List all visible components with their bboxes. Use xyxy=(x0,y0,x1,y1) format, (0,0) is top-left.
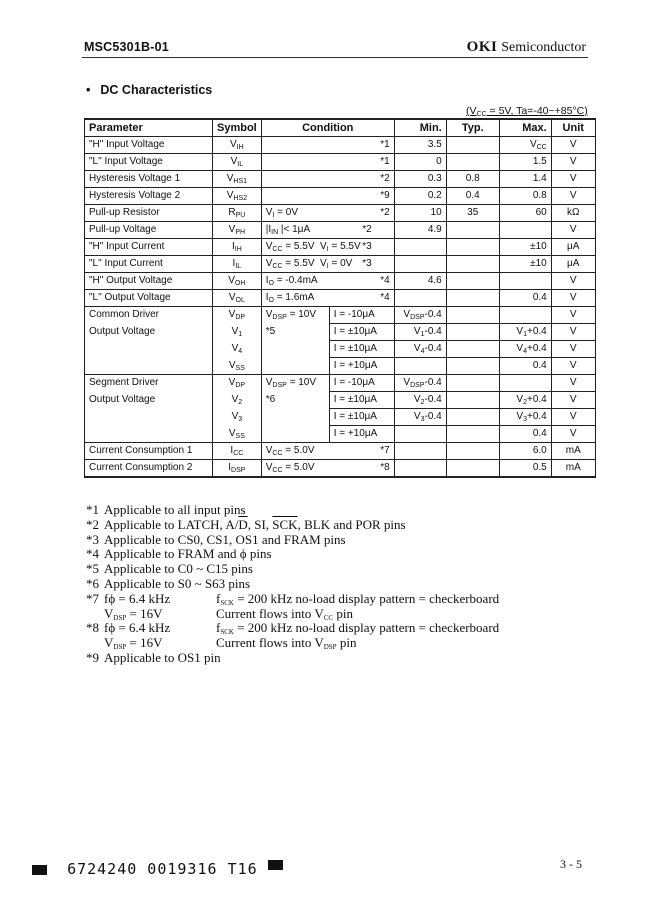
cell-symbol: $I_{CC}$ xyxy=(213,443,262,460)
table-row xyxy=(85,171,596,188)
table-row-segment-driver xyxy=(85,426,596,443)
cell-condition: *2 $V_I = 0V$ xyxy=(261,205,394,222)
cell-min: $V_1-0.4$ xyxy=(394,324,446,341)
cell-unit: V xyxy=(551,426,595,443)
cell-note: *5 xyxy=(261,324,329,341)
cell-typ xyxy=(446,375,499,392)
cell-min: $V_2-0.4$ xyxy=(394,392,446,409)
cell-condition: *3 $V_{CC} = 5.5V$ $V_I = 5.5V$ xyxy=(261,239,394,256)
cell-condition: *7 $V_{CC} = 5.0V$ xyxy=(261,443,394,460)
cell-condition: *2 xyxy=(261,171,394,188)
col-symbol: Symbol xyxy=(213,119,262,137)
cell-typ xyxy=(446,426,499,443)
cell-symbol: $V_{PH}$ xyxy=(213,222,262,239)
barcode-text xyxy=(32,860,283,878)
cell-unit: V xyxy=(551,137,595,154)
cell-current: I = -10μA xyxy=(329,375,394,392)
table-row xyxy=(85,290,596,307)
cell-condition xyxy=(261,341,329,358)
cell-unit: V xyxy=(551,409,595,426)
cell-symbol: $V_1$ xyxy=(213,324,262,341)
block-mark-icon xyxy=(268,860,283,870)
footnote-text: Applicable to all input pins xyxy=(104,502,246,517)
cell-note: *4 xyxy=(380,292,390,303)
cell-current: I = ±10μA xyxy=(329,341,394,358)
cell-min: $V_3-0.4$ xyxy=(394,409,446,426)
cell-note: *2 xyxy=(380,207,390,218)
footnote-cont xyxy=(86,607,499,622)
cell-note: *3 xyxy=(362,258,372,269)
cell-parameter: Segment Driver xyxy=(85,375,213,392)
header-rule xyxy=(82,57,588,58)
footnote xyxy=(86,562,499,577)
table-row-common-driver xyxy=(85,324,596,341)
cell-parameter xyxy=(85,426,213,443)
footnote-text: Applicable to CS0, CS1, OS1 and FRAM pins xyxy=(104,531,346,547)
table-row xyxy=(85,239,596,256)
footnote-cont xyxy=(86,636,499,651)
table-row-common-driver xyxy=(85,307,596,324)
cell-symbol: $V_{HS2}$ xyxy=(213,188,262,205)
table-header-row xyxy=(85,119,596,137)
footnote-text: Applicable to FRAM and ϕ pins xyxy=(104,546,272,562)
cell-condition: *3 $V_{CC} = 5.5V$ $V_I = 0V$ xyxy=(261,256,394,273)
footnote-text: Applicable to LATCH, $A/\overline{D}$, SI, $\overline{SCK}$, BLK and POR pins xyxy=(104,516,406,532)
cell-typ xyxy=(446,324,499,341)
footnote xyxy=(86,533,499,548)
cell-typ xyxy=(446,307,499,324)
cell-typ: 35 xyxy=(446,205,499,222)
bullet-icon: • xyxy=(86,83,91,97)
cell-typ xyxy=(446,137,499,154)
cell-symbol: $V_{DP}$ xyxy=(213,375,262,392)
cell-parameter: Hysteresis Voltage 1 xyxy=(85,171,213,188)
table-row xyxy=(85,443,596,460)
cell-condition xyxy=(261,358,329,375)
cell-symbol: $V_{SS}$ xyxy=(213,358,262,375)
cell-typ xyxy=(446,290,499,307)
cell-condition: *4 $I_O = 1.6mA$ xyxy=(261,290,394,307)
cell-parameter: Hysteresis Voltage 2 xyxy=(85,188,213,205)
cell-symbol: $V_{DP}$ xyxy=(213,307,262,324)
cell-parameter xyxy=(85,358,213,375)
cell-unit: μA xyxy=(551,239,595,256)
conditions-note: ($V_{CC} = 5V$, Ta=-40~+85°C) xyxy=(466,105,588,118)
cell-typ xyxy=(446,460,499,478)
cell-unit: μA xyxy=(551,256,595,273)
footnote-cond: $V_{DSP} = 16V$ xyxy=(104,635,163,652)
dc-characteristics-table xyxy=(84,118,596,478)
cell-condition xyxy=(261,409,329,426)
table-row xyxy=(85,460,596,478)
cell-note: *6 xyxy=(261,392,329,409)
cell-max xyxy=(499,273,551,290)
cell-current: I = ±10μA xyxy=(329,409,394,426)
cell-note: *2 xyxy=(362,224,372,235)
cell-min: 4.6 xyxy=(394,273,446,290)
footnote-cond: fϕ = 6.4 kHz xyxy=(104,590,171,606)
cell-symbol: $V_{OL}$ xyxy=(213,290,262,307)
cell-parameter xyxy=(85,341,213,358)
cell-min: 0.3 xyxy=(394,171,446,188)
footnote-text: fϕ = 6.4 kHz $f_{SCK} = 200$ kHz no-load display pattern = checkerboard xyxy=(104,590,500,607)
cell-parameter: "H" Input Voltage xyxy=(85,137,213,154)
cell-symbol: $V_{OH}$ xyxy=(213,273,262,290)
footnote-key: *5 xyxy=(86,561,99,577)
footnote-text: $V_{DSP} = 16V$ Current flows into $V_{DSP}$ pin xyxy=(104,635,357,652)
cell-min xyxy=(394,358,446,375)
footnote-cond: fϕ = 6.4 kHz xyxy=(104,620,171,636)
cell-parameter: "L" Input Voltage xyxy=(85,154,213,171)
cell-typ xyxy=(446,443,499,460)
section-title-text: DC Characteristics xyxy=(100,83,213,97)
cell-unit: V xyxy=(551,341,595,358)
cell-symbol: $V_{IL}$ xyxy=(213,154,262,171)
cell-unit: V xyxy=(551,290,595,307)
cell-symbol: $V_{SS}$ xyxy=(213,426,262,443)
cell-max: $V_4+0.4$ xyxy=(499,341,551,358)
cell-parameter xyxy=(85,409,213,426)
footnote-key: *4 xyxy=(86,546,99,562)
cell-condition: *1 xyxy=(261,154,394,171)
block-mark-icon xyxy=(32,865,47,875)
cell-parameter: Common Driver xyxy=(85,307,213,324)
footnote-key: *9 xyxy=(86,649,99,665)
cell-max: 0.4 xyxy=(499,290,551,307)
cell-parameter: Pull-up Voltage xyxy=(85,222,213,239)
cell-min xyxy=(394,443,446,460)
cell-typ xyxy=(446,222,499,239)
cell-max: 0.4 xyxy=(499,358,551,375)
table-row xyxy=(85,273,596,290)
cell-min: $V_{DSP}-0.4$ xyxy=(394,375,446,392)
col-max: Max. xyxy=(499,119,551,137)
cell-unit: V xyxy=(551,154,595,171)
table-row-common-driver xyxy=(85,358,596,375)
footnote xyxy=(86,547,499,562)
table-row-segment-driver xyxy=(85,392,596,409)
table-row-segment-driver xyxy=(85,375,596,392)
table-row xyxy=(85,205,596,222)
cell-parameter: Current Consumption 2 xyxy=(85,460,213,478)
table-row xyxy=(85,137,596,154)
cell-min xyxy=(394,256,446,273)
cell-unit: V xyxy=(551,222,595,239)
section-title xyxy=(86,83,212,97)
table-row xyxy=(85,222,596,239)
cell-max xyxy=(499,375,551,392)
cell-unit: V xyxy=(551,324,595,341)
table-row xyxy=(85,256,596,273)
cell-typ xyxy=(446,154,499,171)
cell-max: $V_2+0.4$ xyxy=(499,392,551,409)
brand-logo xyxy=(467,38,586,56)
cell-symbol: $R_{PU}$ xyxy=(213,205,262,222)
cell-current: I = ±10μA xyxy=(329,324,394,341)
table-row xyxy=(85,154,596,171)
col-typ: Typ. xyxy=(446,119,499,137)
footnote-key: *1 xyxy=(86,502,99,517)
cell-max: $V_{CC}$ xyxy=(499,137,551,154)
cell-max xyxy=(499,222,551,239)
footer-code: 6724240 0019316 T16 xyxy=(67,860,258,878)
footnotes xyxy=(86,503,499,666)
cell-note: *3 xyxy=(362,241,372,252)
cell-max: 1.5 xyxy=(499,154,551,171)
cell-typ xyxy=(446,239,499,256)
page-number: 3 - 5 xyxy=(560,857,582,871)
cell-note: *7 xyxy=(380,445,390,456)
cell-typ xyxy=(446,392,499,409)
cell-min: 3.5 xyxy=(394,137,446,154)
cell-unit: V xyxy=(551,188,595,205)
cell-condition: *9 xyxy=(261,188,394,205)
footnote-key: *6 xyxy=(86,575,99,591)
table-row-common-driver xyxy=(85,341,596,358)
cell-symbol: $V_{IH}$ xyxy=(213,137,262,154)
cell-unit: kΩ xyxy=(551,205,595,222)
brand-suffix: Semiconductor xyxy=(501,40,586,55)
footnote-key: *3 xyxy=(86,531,99,547)
cell-min: $V_4-0.4$ xyxy=(394,341,446,358)
footnote-text: Applicable to OS1 pin xyxy=(104,649,221,665)
footnote-key: *7 xyxy=(86,590,99,606)
cell-parameter: "H" Input Current xyxy=(85,239,213,256)
footnote-text: fϕ = 6.4 kHz $f_{SCK} = 200$ kHz no-load display pattern = checkerboard xyxy=(104,620,500,637)
footnote-text: $V_{DSP} = 16V$ Current flows into $V_{CC}$ pin xyxy=(104,605,353,622)
footnote xyxy=(86,621,499,636)
cell-condition: *1 xyxy=(261,137,394,154)
table-row xyxy=(85,188,596,205)
cell-typ: 0.8 xyxy=(446,171,499,188)
cell-typ: 0.4 xyxy=(446,188,499,205)
cell-current: I = ±10μA xyxy=(329,392,394,409)
cell-unit: V xyxy=(551,307,595,324)
cell-unit: mA xyxy=(551,443,595,460)
cell-unit: V xyxy=(551,273,595,290)
cell-max xyxy=(499,307,551,324)
cell-unit: V xyxy=(551,375,595,392)
cell-max: $V_1+0.4$ xyxy=(499,324,551,341)
cell-symbol: $V_3$ xyxy=(213,409,262,426)
col-condition: Condition xyxy=(261,119,394,137)
cell-unit: mA xyxy=(551,460,595,478)
cell-condition: $V_{DSP} = 10V$ xyxy=(261,375,329,392)
cell-current: I = -10μA xyxy=(329,307,394,324)
document-id: MSC5301B-01 xyxy=(84,40,169,54)
cell-max: ±10 xyxy=(499,256,551,273)
oki-logo: OKI xyxy=(466,39,498,55)
cell-unit: V xyxy=(551,171,595,188)
footnote-text: Applicable to S0 ~ S63 pins xyxy=(104,575,251,591)
footnote-text: Applicable to C0 ~ C15 pins xyxy=(104,561,253,577)
cell-typ xyxy=(446,341,499,358)
footnote-key: *8 xyxy=(86,620,99,636)
table-row-segment-driver xyxy=(85,409,596,426)
cell-current: I = +10μA xyxy=(329,358,394,375)
cell-parameter: "L" Output Voltage xyxy=(85,290,213,307)
cell-parameter: Output Voltage xyxy=(85,392,213,409)
footnote-cond: $V_{DSP} = 16V$ xyxy=(104,605,163,622)
cell-note: *8 xyxy=(380,462,390,473)
cell-min: 0.2 xyxy=(394,188,446,205)
cell-note: *4 xyxy=(380,275,390,286)
cell-max: ±10 xyxy=(499,239,551,256)
footnote xyxy=(86,651,499,666)
cell-unit: V xyxy=(551,392,595,409)
cell-min: $V_{DSP}-0.4$ xyxy=(394,307,446,324)
col-unit: Unit xyxy=(551,119,595,137)
col-parameter: Parameter xyxy=(85,119,213,137)
cell-symbol: $V_2$ xyxy=(213,392,262,409)
cell-parameter: Pull-up Resistor xyxy=(85,205,213,222)
cell-condition: $V_{DSP} = 10V$ xyxy=(261,307,329,324)
cell-symbol: $I_{DSP}$ xyxy=(213,460,262,478)
cell-parameter: "L" Input Current xyxy=(85,256,213,273)
cell-max: 1.4 xyxy=(499,171,551,188)
cell-symbol: $V_4$ xyxy=(213,341,262,358)
cell-min xyxy=(394,426,446,443)
cell-max: 0.5 xyxy=(499,460,551,478)
cell-typ xyxy=(446,256,499,273)
cell-min xyxy=(394,290,446,307)
cell-parameter: "H" Output Voltage xyxy=(85,273,213,290)
footnote xyxy=(86,592,499,607)
footnote-key: *2 xyxy=(86,516,99,532)
footnote xyxy=(86,577,499,592)
cell-symbol: $I_{IL}$ xyxy=(213,256,262,273)
cell-max: 60 xyxy=(499,205,551,222)
footnote xyxy=(86,503,499,518)
cell-max: 0.4 xyxy=(499,426,551,443)
cell-condition: *2 $|I_{IN}$ |< 1μA xyxy=(261,222,394,239)
cell-min: 10 xyxy=(394,205,446,222)
cell-typ xyxy=(446,409,499,426)
cell-min: 4.9 xyxy=(394,222,446,239)
cell-current: I = +10μA xyxy=(329,426,394,443)
cell-max: 0.8 xyxy=(499,188,551,205)
cell-symbol: $I_{IH}$ xyxy=(213,239,262,256)
cell-max: $V_3+0.4$ xyxy=(499,409,551,426)
col-min: Min. xyxy=(394,119,446,137)
cell-parameter: Output Voltage xyxy=(85,324,213,341)
cell-condition xyxy=(261,426,329,443)
cell-unit: V xyxy=(551,358,595,375)
cell-typ xyxy=(446,358,499,375)
cell-condition: *4 $I_O = -0.4mA$ xyxy=(261,273,394,290)
cell-min xyxy=(394,460,446,478)
cell-min xyxy=(394,239,446,256)
footnote xyxy=(86,518,499,533)
cell-condition: *8 $V_{CC} = 5.0V$ xyxy=(261,460,394,478)
cell-symbol: $V_{HS1}$ xyxy=(213,171,262,188)
cell-max: 6.0 xyxy=(499,443,551,460)
cell-min: 0 xyxy=(394,154,446,171)
cell-typ xyxy=(446,273,499,290)
cell-parameter: Current Consumption 1 xyxy=(85,443,213,460)
